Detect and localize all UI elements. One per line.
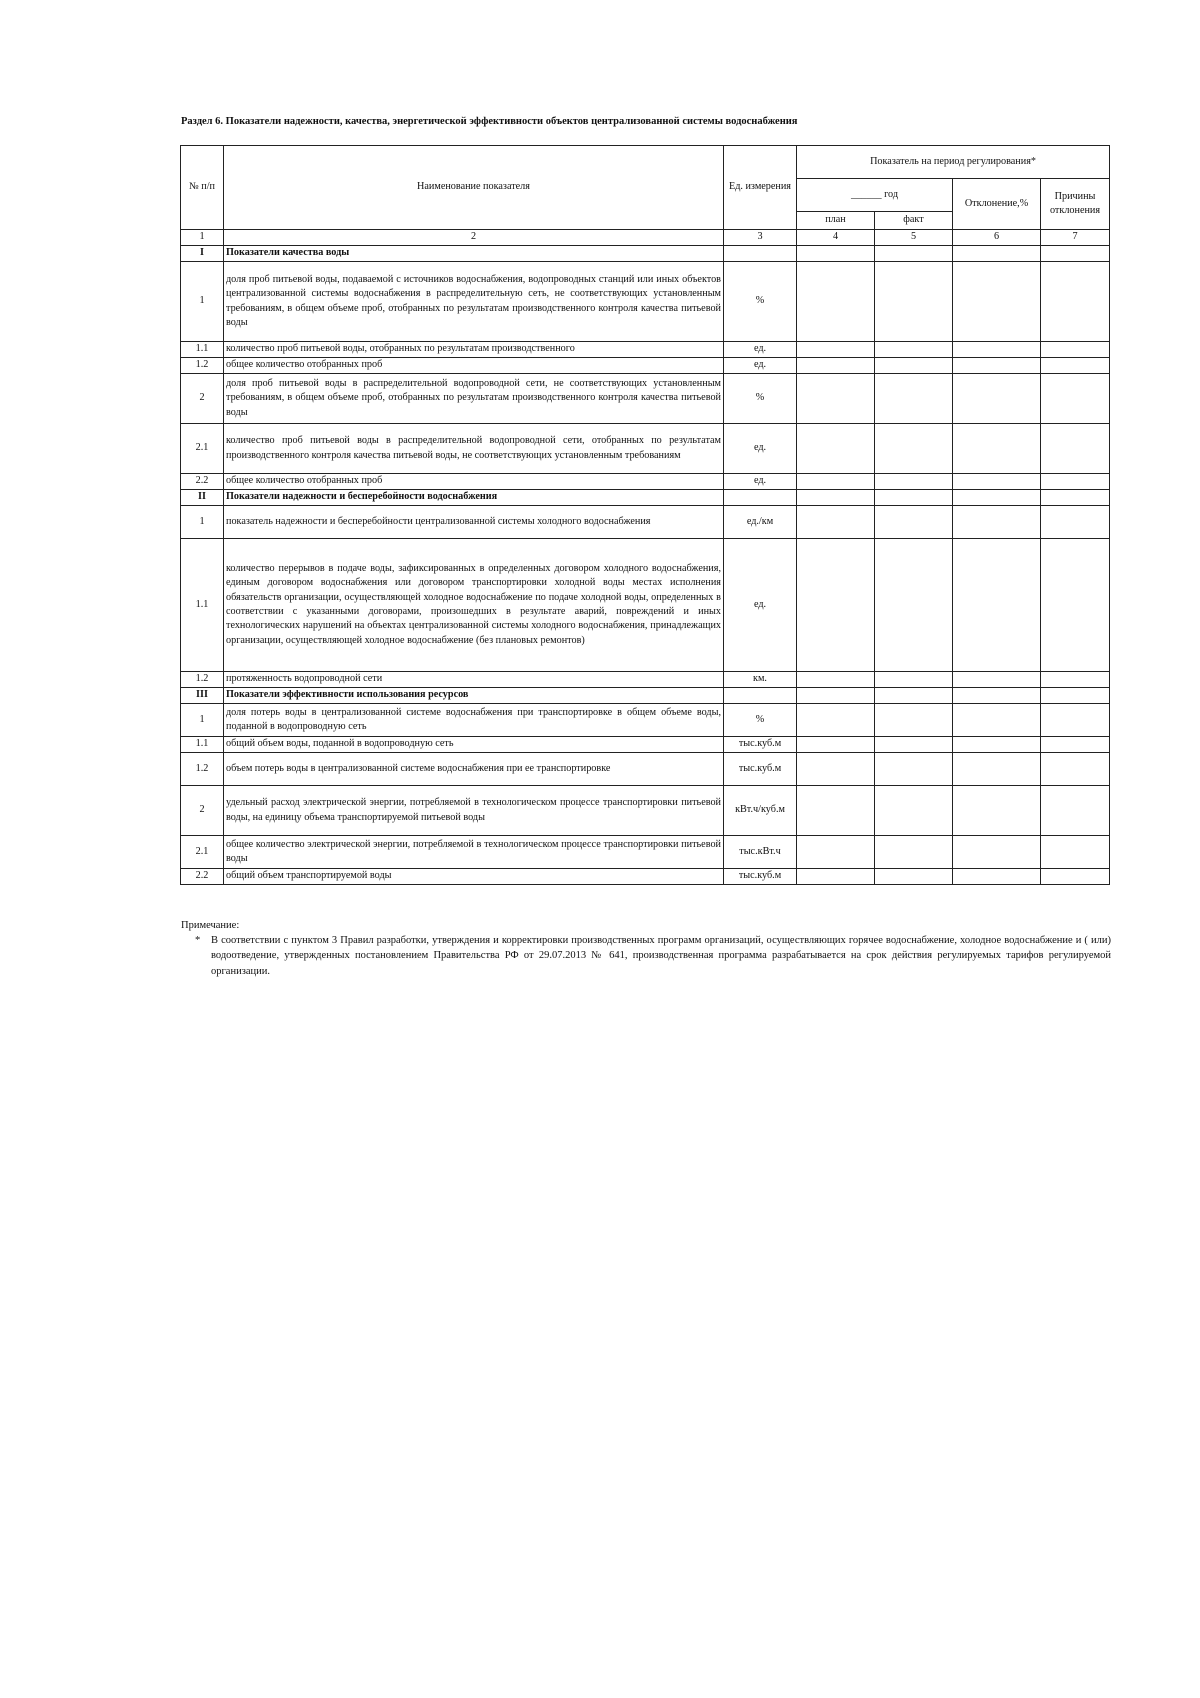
unit-cell: ед. bbox=[724, 539, 797, 672]
fact-cell bbox=[875, 506, 953, 539]
header-fact: факт bbox=[875, 212, 953, 230]
plan-cell bbox=[797, 424, 875, 474]
reasons-cell bbox=[1041, 737, 1110, 753]
fact-cell bbox=[875, 704, 953, 737]
header-name: Наименование показателя bbox=[224, 146, 724, 230]
plan-cell bbox=[797, 539, 875, 672]
deviation-cell bbox=[953, 836, 1041, 869]
indicator-name: общее количество отобранных проб bbox=[224, 474, 724, 490]
unit-cell bbox=[724, 490, 797, 506]
unit-cell: тыс.куб.м bbox=[724, 753, 797, 786]
reasons-cell bbox=[1041, 358, 1110, 374]
fact-cell bbox=[875, 869, 953, 885]
indicator-name: объем потерь воды в централизованной системе водоснабжения при ее транспортировке bbox=[224, 753, 724, 786]
unit-cell: тыс.куб.м bbox=[724, 869, 797, 885]
indicator-name: общий объем транспортируемой воды bbox=[224, 869, 724, 885]
deviation-cell bbox=[953, 246, 1041, 262]
column-number-row bbox=[181, 230, 1110, 246]
fact-cell bbox=[875, 374, 953, 424]
reasons-cell bbox=[1041, 539, 1110, 672]
plan-cell bbox=[797, 358, 875, 374]
fact-cell bbox=[875, 786, 953, 836]
row-number: 2.2 bbox=[181, 869, 224, 885]
fact-cell bbox=[875, 262, 953, 342]
note-star: * bbox=[195, 935, 201, 947]
note-text: В соответствии с пунктом 3 Правил разработки, утверждения и корректировки производственных программ организаций, осуществляющих горячее водоснабжение, холодное водоснабжение и ( или) водоотведение, утвержденных постановлением Правительства РФ от 29.07.2013 № 641, производственная программа разрабатывается на срок действия регулируемых тарифов регулируемой организации. bbox=[211, 935, 1111, 977]
plan-cell bbox=[797, 672, 875, 688]
plan-cell bbox=[797, 836, 875, 869]
indicator-name: общее количество отобранных проб bbox=[224, 358, 724, 374]
table-row bbox=[181, 753, 1110, 786]
indicator-name: показатель надежности и бесперебойности централизованной системы холодного водоснабжения bbox=[224, 506, 724, 539]
indicators-table bbox=[180, 145, 1110, 885]
reasons-cell bbox=[1041, 246, 1110, 262]
unit-cell: % bbox=[724, 704, 797, 737]
indicator-name: доля проб питьевой воды в распределительной водопроводной сети, не соответствующих установленным требованиям, в общем объеме проб, отобранных по результатам производственного контроля качества питьевой воды bbox=[224, 374, 724, 424]
reasons-cell bbox=[1041, 262, 1110, 342]
reasons-cell bbox=[1041, 424, 1110, 474]
deviation-cell bbox=[953, 506, 1041, 539]
section-name: Показатели эффективности использования ресурсов bbox=[224, 688, 724, 704]
row-number: 2.2 bbox=[181, 474, 224, 490]
deviation-cell bbox=[953, 474, 1041, 490]
unit-cell bbox=[724, 246, 797, 262]
plan-cell bbox=[797, 374, 875, 424]
row-number: 1.2 bbox=[181, 672, 224, 688]
section-name: Показатели надежности и бесперебойности водоснабжения bbox=[224, 490, 724, 506]
row-number: 2.1 bbox=[181, 424, 224, 474]
plan-cell bbox=[797, 753, 875, 786]
fact-cell bbox=[875, 246, 953, 262]
note-item bbox=[195, 933, 1111, 979]
deviation-cell bbox=[953, 539, 1041, 672]
table-row bbox=[181, 786, 1110, 836]
reasons-cell bbox=[1041, 836, 1110, 869]
deviation-cell bbox=[953, 358, 1041, 374]
section-row bbox=[181, 490, 1110, 506]
plan-cell bbox=[797, 246, 875, 262]
unit-cell: тыс.кВт.ч bbox=[724, 836, 797, 869]
row-number: 1 bbox=[181, 704, 224, 737]
plan-cell bbox=[797, 688, 875, 704]
reasons-cell bbox=[1041, 672, 1110, 688]
table-row bbox=[181, 342, 1110, 358]
unit-cell: км. bbox=[724, 672, 797, 688]
row-number: 1.1 bbox=[181, 539, 224, 672]
fact-cell bbox=[875, 424, 953, 474]
row-number: 1 bbox=[181, 506, 224, 539]
note-block bbox=[181, 918, 1111, 979]
reasons-cell bbox=[1041, 753, 1110, 786]
row-number: 1.2 bbox=[181, 753, 224, 786]
row-number: 2 bbox=[181, 786, 224, 836]
unit-cell: ед. bbox=[724, 358, 797, 374]
plan-cell bbox=[797, 737, 875, 753]
unit-cell: ед./км bbox=[724, 506, 797, 539]
plan-cell bbox=[797, 342, 875, 358]
header-period: Показатель на период регулирования* bbox=[797, 146, 1110, 179]
unit-cell bbox=[724, 688, 797, 704]
fact-cell bbox=[875, 753, 953, 786]
indicator-name: количество перерывов в подаче воды, зафиксированных в определенных договором холодного водоснабжения, единым договором водоснабжения или договором транспортировки холодной воды местах исполнения обязательств организации, осуществляющей холодное водоснабжение по подаче холодной воды, определенных в соответствии с указанными договорами, произошедших в результате аварий, повреждений и иных технологических нарушений на объектах централизованной системы холодного водоснабжения, принадлежащих организации, осуществляющей холодное водоснабжение (без плановых ремонтов) bbox=[224, 539, 724, 672]
colnum-1: 1 bbox=[181, 230, 224, 246]
row-number: I bbox=[181, 246, 224, 262]
fact-cell bbox=[875, 672, 953, 688]
indicator-name: доля потерь воды в централизованной системе водоснабжения при транспортировке в общем объеме воды, поданной в водопроводную сеть bbox=[224, 704, 724, 737]
section-name: Показатели качества воды bbox=[224, 246, 724, 262]
table-row bbox=[181, 737, 1110, 753]
colnum-4: 4 bbox=[797, 230, 875, 246]
header-deviation: Отклонение,% bbox=[953, 179, 1041, 230]
table-row bbox=[181, 539, 1110, 672]
section-title: Раздел 6. Показатели надежности, качества, энергетической эффективности объектов централизованной системы водоснабжения bbox=[181, 116, 798, 127]
deviation-cell bbox=[953, 737, 1041, 753]
colnum-5: 5 bbox=[875, 230, 953, 246]
deviation-cell bbox=[953, 753, 1041, 786]
plan-cell bbox=[797, 506, 875, 539]
plan-cell bbox=[797, 490, 875, 506]
row-number: 2 bbox=[181, 374, 224, 424]
header-num: № п/п bbox=[181, 146, 224, 230]
plan-cell bbox=[797, 786, 875, 836]
reasons-cell bbox=[1041, 474, 1110, 490]
reasons-cell bbox=[1041, 688, 1110, 704]
row-number: 2.1 bbox=[181, 836, 224, 869]
indicator-name: общее количество электрической энергии, потребляемой в технологическом процессе транспортировки питьевой воды bbox=[224, 836, 724, 869]
plan-cell bbox=[797, 262, 875, 342]
deviation-cell bbox=[953, 424, 1041, 474]
row-number: 1.1 bbox=[181, 342, 224, 358]
deviation-cell bbox=[953, 786, 1041, 836]
indicator-name: доля проб питьевой воды, подаваемой с источников водоснабжения, водопроводных станций или иных объектов централизованной системы водоснабжения в распределительную сеть, не соответствующих установленным требованиям, в общем объеме проб, отобранных по результатам производственного контроля качества питьевой воды bbox=[224, 262, 724, 342]
table-row bbox=[181, 704, 1110, 737]
header-reasons: Причины отклонения bbox=[1041, 179, 1110, 230]
unit-cell: ед. bbox=[724, 474, 797, 490]
deviation-cell bbox=[953, 374, 1041, 424]
table-row bbox=[181, 672, 1110, 688]
fact-cell bbox=[875, 474, 953, 490]
reasons-cell bbox=[1041, 342, 1110, 358]
reasons-cell bbox=[1041, 704, 1110, 737]
unit-cell: кВт.ч/куб.м bbox=[724, 786, 797, 836]
section-row bbox=[181, 688, 1110, 704]
table-row bbox=[181, 869, 1110, 885]
header-row-1 bbox=[181, 146, 1110, 179]
plan-cell bbox=[797, 474, 875, 490]
row-number: 1.2 bbox=[181, 358, 224, 374]
table-row bbox=[181, 424, 1110, 474]
unit-cell: тыс.куб.м bbox=[724, 737, 797, 753]
indicator-name: протяженность водопроводной сети bbox=[224, 672, 724, 688]
header-unit: Ед. измерения bbox=[724, 146, 797, 230]
deviation-cell bbox=[953, 342, 1041, 358]
row-number: II bbox=[181, 490, 224, 506]
reasons-cell bbox=[1041, 374, 1110, 424]
table-row bbox=[181, 262, 1110, 342]
unit-cell: ед. bbox=[724, 342, 797, 358]
indicator-name: общий объем воды, поданной в водопроводную сеть bbox=[224, 737, 724, 753]
colnum-3: 3 bbox=[724, 230, 797, 246]
reasons-cell bbox=[1041, 490, 1110, 506]
row-number: 1.1 bbox=[181, 737, 224, 753]
indicator-name: количество проб питьевой воды в распределительной водопроводной сети, отобранных по результатам производственного контроля качества питьевой воды, не соответствующих установленным требованиям bbox=[224, 424, 724, 474]
section-row bbox=[181, 246, 1110, 262]
fact-cell bbox=[875, 737, 953, 753]
colnum-7: 7 bbox=[1041, 230, 1110, 246]
colnum-6: 6 bbox=[953, 230, 1041, 246]
fact-cell bbox=[875, 342, 953, 358]
fact-cell bbox=[875, 490, 953, 506]
fact-cell bbox=[875, 539, 953, 672]
header-year: ______ год bbox=[797, 179, 953, 212]
deviation-cell bbox=[953, 704, 1041, 737]
table-row bbox=[181, 506, 1110, 539]
reasons-cell bbox=[1041, 786, 1110, 836]
plan-cell bbox=[797, 704, 875, 737]
table-row bbox=[181, 474, 1110, 490]
row-number: III bbox=[181, 688, 224, 704]
fact-cell bbox=[875, 836, 953, 869]
deviation-cell bbox=[953, 672, 1041, 688]
indicator-name: количество проб питьевой воды, отобранных по результатам производственного bbox=[224, 342, 724, 358]
fact-cell bbox=[875, 688, 953, 704]
plan-cell bbox=[797, 869, 875, 885]
table-row bbox=[181, 358, 1110, 374]
table-row bbox=[181, 836, 1110, 869]
table-row bbox=[181, 374, 1110, 424]
reasons-cell bbox=[1041, 506, 1110, 539]
note-title: Примечание: bbox=[181, 920, 240, 931]
indicator-name: удельный расход электрической энергии, потребляемой в технологическом процессе транспортировки питьевой воды, на единицу объема транспортируемой питьевой воды bbox=[224, 786, 724, 836]
unit-cell: % bbox=[724, 262, 797, 342]
unit-cell: ед. bbox=[724, 424, 797, 474]
fact-cell bbox=[875, 358, 953, 374]
deviation-cell bbox=[953, 262, 1041, 342]
colnum-2: 2 bbox=[224, 230, 724, 246]
row-number: 1 bbox=[181, 262, 224, 342]
unit-cell: % bbox=[724, 374, 797, 424]
deviation-cell bbox=[953, 490, 1041, 506]
header-plan: план bbox=[797, 212, 875, 230]
deviation-cell bbox=[953, 688, 1041, 704]
deviation-cell bbox=[953, 869, 1041, 885]
reasons-cell bbox=[1041, 869, 1110, 885]
